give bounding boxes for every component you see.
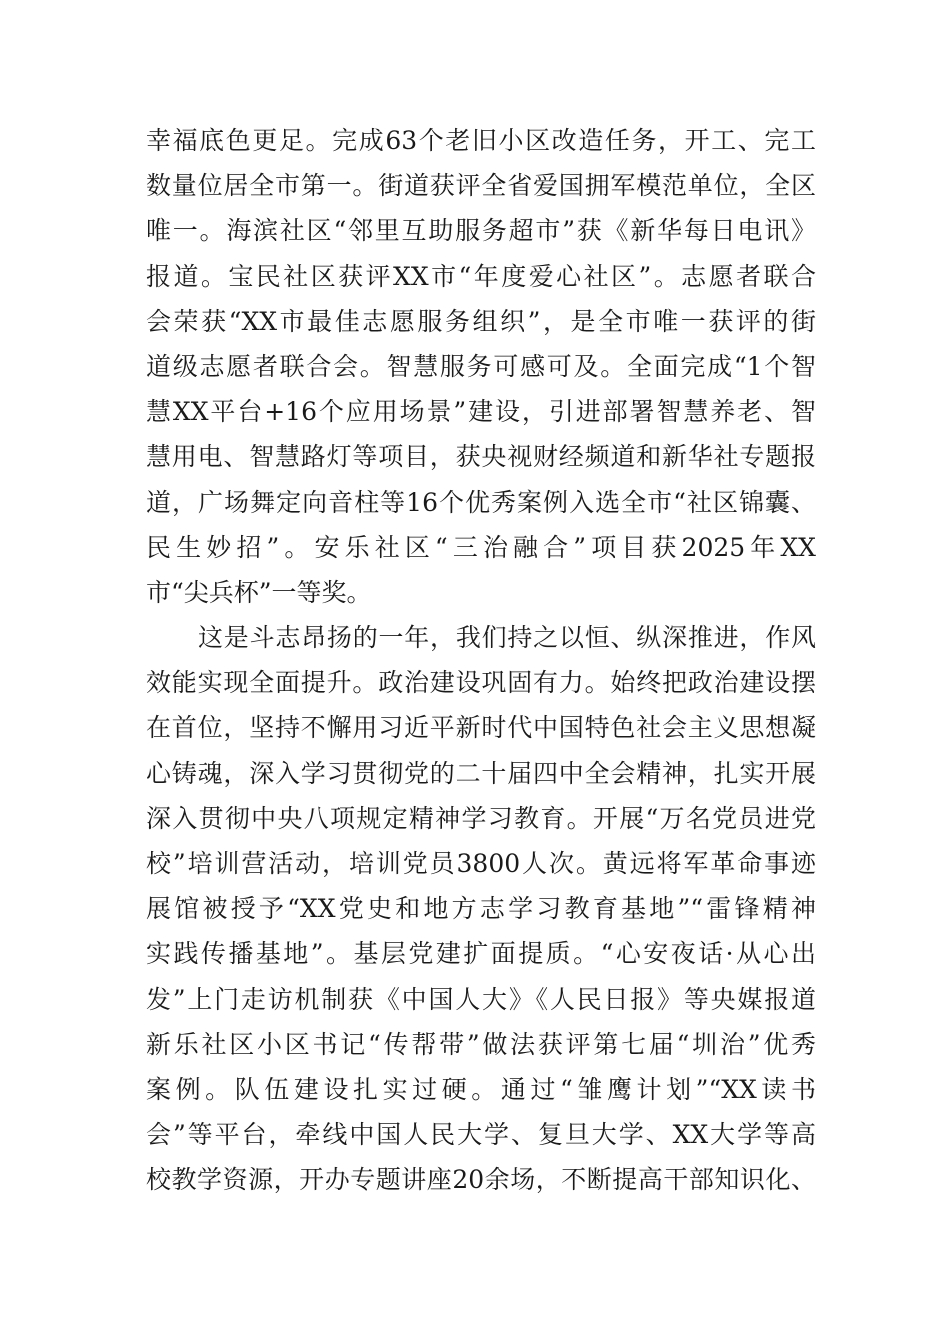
text-line: 道级志愿者联合会。智慧服务可感可及。全面完成“1个智 — [146, 351, 816, 381]
text-line: 这是斗志昂扬的一年，我们持之以恒、纵深推进，作风 — [198, 623, 816, 653]
text-line: 发”上门走访机制获《中国人大》《人民日报》等央媒报道 — [146, 984, 816, 1014]
text-line: 会”等平台，牵线中国人民大学、复旦大学、XX大学等高 — [146, 1120, 816, 1150]
text-line: 新乐社区小区书记“传帮带”做法获评第七届“圳治”优秀 — [146, 1029, 816, 1059]
text-line: 案例。队伍建设扎实过硬。通过“雏鹰计划”“XX读书 — [146, 1074, 816, 1104]
text-line: 慧用电、智慧路灯等项目，获央视财经频道和新华社专题报 — [146, 442, 816, 472]
text-line: 慧XX平台+16个应用场景”建设，引进部署智慧养老、智 — [146, 397, 816, 427]
text-line: 数量位居全市第一。街道获评全省爱国拥军模范单位，全区 — [146, 171, 816, 201]
text-line: 深入贯彻中央八项规定精神学习教育。开展“万名党员进党 — [146, 803, 816, 833]
text-line: 道，广场舞定向音柱等16个优秀案例入选全市“社区锦囊、 — [146, 487, 816, 517]
text-line: 校”培训营活动，培训党员3800人次。黄远将军革命事迹 — [146, 849, 816, 878]
text-line: 校教学资源，开办专题讲座20余场，不断提高干部知识化、 — [146, 1165, 816, 1195]
text-line: 效能实现全面提升。政治建设巩固有力。始终把政治建设摆 — [146, 668, 816, 698]
text-line: 唯一。海滨社区“邻里互助服务超市”获《新华每日电讯》 — [146, 216, 816, 246]
text-line: 市“尖兵杯”一等奖。 — [146, 577, 372, 607]
text-line: 实践传播基地”。基层党建扩面提质。“心安夜话·从心出 — [146, 939, 816, 969]
text-line: 心铸魂，深入学习贯彻党的二十届四中全会精神，扎实开展 — [146, 758, 816, 788]
text-line: 在首位，坚持不懈用习近平新时代中国特色社会主义思想凝 — [146, 713, 816, 743]
paragraph-1 — [146, 118, 816, 615]
text-line: 民生妙招”。安乐社区“三治融合”项目获2025年XX — [146, 532, 816, 562]
body-text — [146, 118, 816, 1203]
text-line: 报道。宝民社区获评XX市“年度爱心社区”。志愿者联合 — [146, 261, 816, 291]
paragraph-2 — [146, 615, 816, 1202]
text-line: 幸福底色更足。完成63个老旧小区改造任务，开工、完工 — [146, 126, 816, 155]
text-line: 展馆被授予“XX党史和地方志学习教育基地”“雷锋精神 — [146, 894, 816, 924]
text-line: 会荣获“XX市最佳志愿服务组织”，是全市唯一获评的街 — [146, 306, 816, 336]
